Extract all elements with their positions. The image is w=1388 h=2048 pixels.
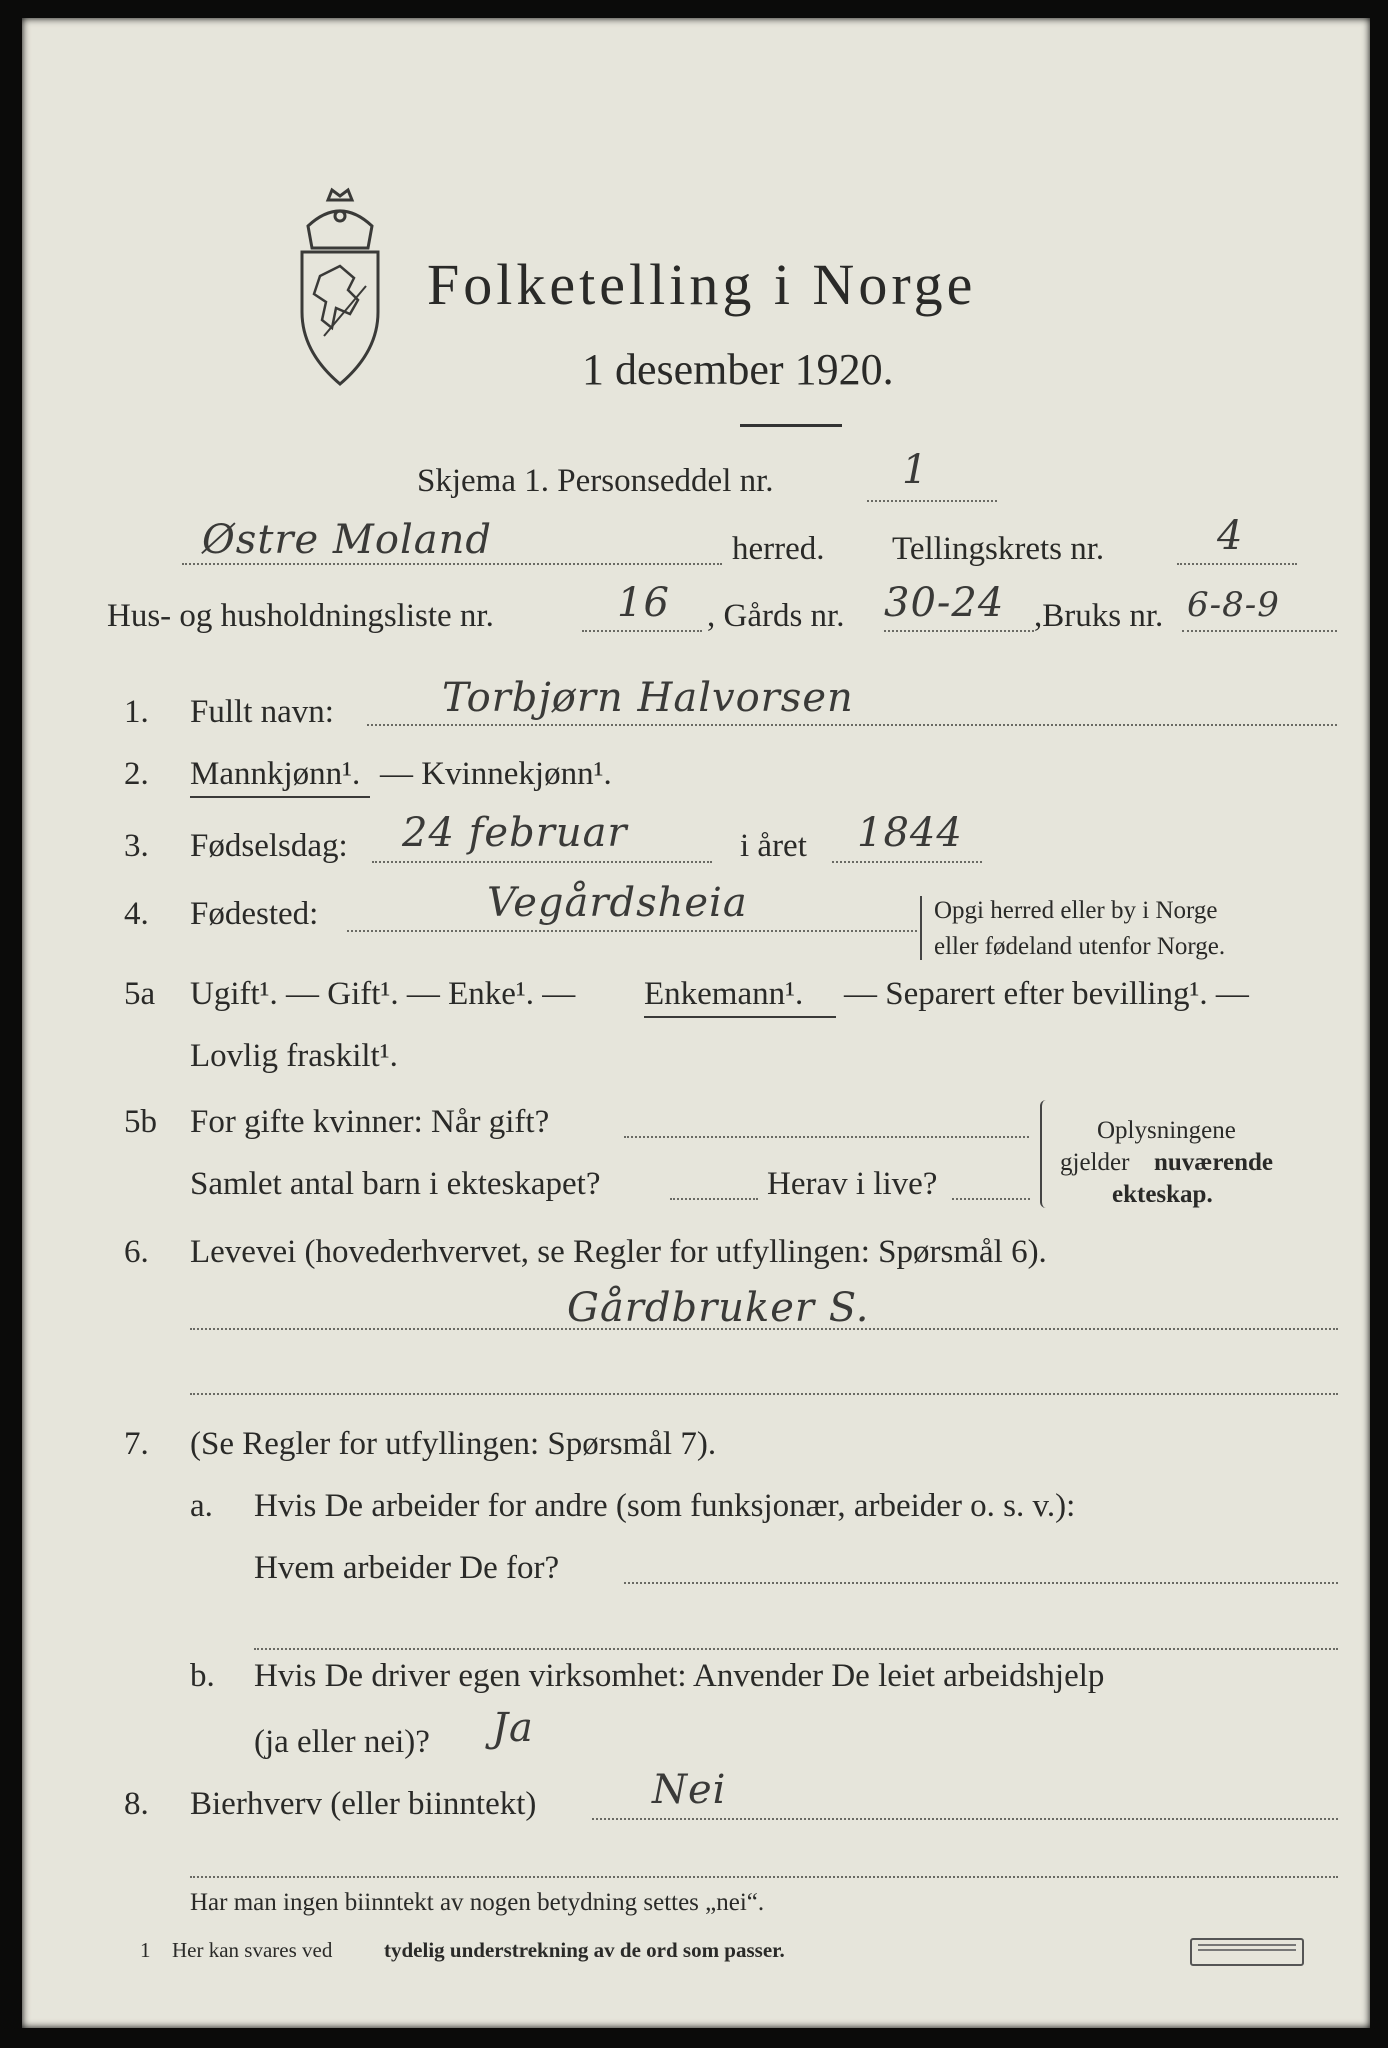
- q5a-selected-option: Enkemann¹.: [644, 976, 804, 1012]
- q3-year-line: [832, 861, 982, 863]
- footnote-text: Her kan svares ved: [172, 1938, 333, 1962]
- q7a-line2: Hvem arbeider De for?: [254, 1550, 560, 1586]
- q4-number: 4.: [124, 896, 149, 932]
- q1-label: Fullt navn:: [190, 694, 334, 730]
- census-form: [22, 18, 1370, 2028]
- q7a-employer-line1: [624, 1582, 1338, 1584]
- title-divider: [740, 424, 842, 427]
- q3-birth-date: 24 februar: [402, 810, 628, 856]
- q8-line2: [190, 1876, 1338, 1878]
- q3-date-line: [372, 861, 712, 863]
- q5a-number: 5a: [124, 976, 156, 1012]
- bruks-nr: 6-8-9: [1187, 585, 1280, 625]
- q7a-line1: Hvis De arbeider for andre (som funksjonær, arbeider o. s. v.):: [254, 1488, 1076, 1524]
- q1-number: 1.: [124, 694, 149, 730]
- q4-note-bracket: [920, 896, 926, 960]
- q2-number: 2.: [124, 756, 149, 792]
- q4-note-line1: Opgi herred eller by i Norge: [934, 897, 1218, 924]
- q6-occupation: Gårdbruker S.: [567, 1285, 870, 1331]
- q6-line2: [190, 1393, 1338, 1395]
- q7-number: 7.: [124, 1426, 149, 1462]
- q7a-number: a.: [190, 1488, 213, 1524]
- q5a-options-after: — Separert efter bevilling¹. —: [844, 976, 1249, 1012]
- q4-label: Fødested:: [190, 896, 319, 932]
- bruks-label: ,Bruks nr.: [1034, 598, 1164, 634]
- q2-other-options: — Kvinnekjønn¹.: [380, 756, 612, 792]
- q5a-options-before: Ugift¹. — Gift¹. — Enke¹. —: [190, 976, 576, 1012]
- q4-note-line2: eller fødeland utenfor Norge.: [934, 933, 1226, 960]
- q6-label: Levevei (hovederhvervet, se Regler for utfyllingen: Spørsmål 6).: [190, 1234, 1047, 1270]
- household-label: Hus- og husholdningsliste nr.: [107, 598, 494, 634]
- household-nr: 16: [617, 580, 670, 626]
- gards-label: , Gårds nr.: [707, 598, 845, 634]
- q7b-answer: Ja: [492, 1705, 534, 1751]
- tellingskrets-label: Tellingskrets nr.: [892, 531, 1105, 567]
- q5b-note-line2b: nuværende: [1154, 1149, 1274, 1176]
- tellingskrets-line: [1177, 563, 1297, 565]
- q2-male-option: Mannkjønn¹.: [190, 756, 361, 792]
- q3-label: Fødselsdag:: [190, 828, 348, 864]
- coat-of-arms-icon: [280, 186, 400, 406]
- q3-birth-year: 1844: [857, 810, 963, 856]
- q5b-married-line: [624, 1136, 1029, 1138]
- q7-label: (Se Regler for utfyllingen: Spørsmål 7).: [190, 1426, 717, 1462]
- q4-birthplace: Vegårdsheia: [487, 880, 748, 926]
- schema-label: Skjema 1. Personseddel nr.: [417, 463, 774, 499]
- q5b-alive-line: [952, 1198, 1030, 1200]
- schema-nr-line: [867, 500, 997, 502]
- q5b-line1: For gifte kvinner: Når gift?: [190, 1104, 550, 1140]
- q5b-alive-label: Herav i live?: [767, 1166, 938, 1202]
- q6-line1: [190, 1328, 1338, 1330]
- q7b-line1: Hvis De driver egen virksomhet: Anvender De leiet arbeidshjelp: [254, 1658, 1105, 1694]
- q1-line: [367, 724, 1337, 726]
- census-date: 1 desember 1920.: [582, 345, 894, 394]
- footnote-bold-text: tydelig understrekning av de ord som passer.: [384, 1938, 785, 1962]
- tellingskrets-nr: 4: [1217, 513, 1244, 559]
- q3-number: 3.: [124, 828, 149, 864]
- herred-label: herred.: [732, 531, 825, 567]
- q4-line: [347, 930, 917, 932]
- q5a-selected-underline: [644, 1016, 836, 1018]
- q5b-note-line3: ekteskap.: [1112, 1181, 1213, 1208]
- q5b-note-bracket: [1040, 1100, 1050, 1208]
- q7b-number: b.: [190, 1658, 215, 1694]
- q5b-note-line1: Oplysningene: [1097, 1117, 1236, 1144]
- q7b-line2: (ja eller nei)?: [254, 1724, 430, 1760]
- q3-year-label: i året: [740, 828, 807, 864]
- q5a-line2: Lovlig fraskilt¹.: [190, 1038, 398, 1074]
- gards-nr: 30-24: [884, 580, 1005, 626]
- household-line: [582, 630, 702, 632]
- form-title: Folketelling i Norge: [427, 252, 977, 317]
- q8-note: Har man ingen biinntekt av nogen betydning settes „nei“.: [190, 1889, 765, 1916]
- printer-stamp: [1190, 1938, 1304, 1966]
- q2-male-underline: [190, 796, 370, 798]
- gards-line: [884, 630, 1034, 632]
- q7a-employer-line2: [254, 1648, 1338, 1650]
- q5b-children-line: [670, 1198, 758, 1200]
- municipality-name: Østre Moland: [202, 517, 492, 563]
- municipality-line: [182, 563, 722, 565]
- personseddel-nr: 1: [902, 447, 929, 493]
- q8-number: 8.: [124, 1786, 149, 1822]
- footnote-mark: 1: [140, 1938, 151, 1962]
- q8-answer: Nei: [652, 1767, 727, 1813]
- q5b-children-label: Samlet antal barn i ekteskapet?: [190, 1166, 601, 1202]
- q1-full-name: Torbjørn Halvorsen: [442, 675, 854, 721]
- q8-line1: [592, 1818, 1338, 1820]
- q5b-note-line2a: gjelder: [1060, 1149, 1130, 1176]
- q8-label: Bierhverv (eller biinntekt): [190, 1786, 537, 1822]
- q6-number: 6.: [124, 1234, 149, 1270]
- q5b-number: 5b: [124, 1104, 157, 1140]
- bruks-line: [1182, 630, 1337, 632]
